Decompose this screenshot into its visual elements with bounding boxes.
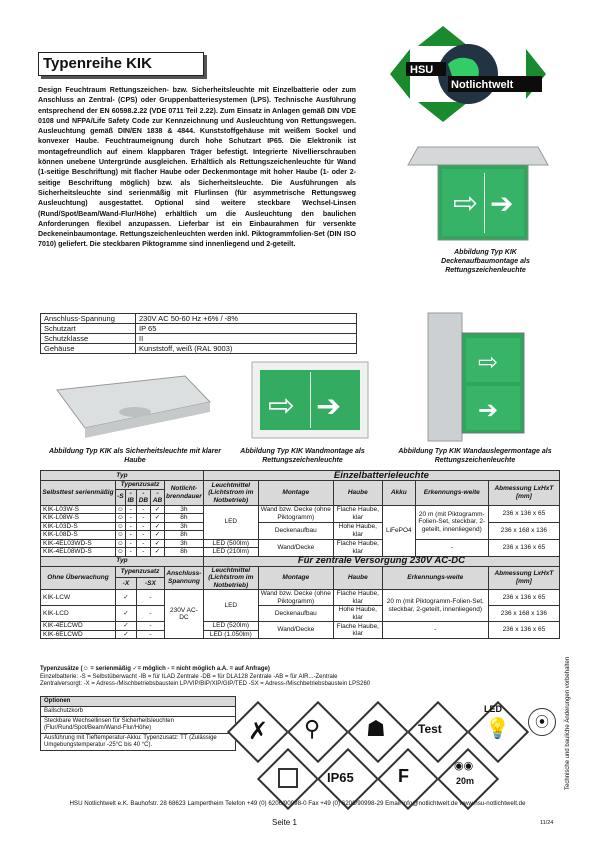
cell: - [125,514,136,523]
bulb-icon: 💡 [485,718,510,740]
cell: ☺ [117,505,124,513]
cell: - [136,622,164,631]
cell-erkennung: - [382,622,488,639]
svg-text:➔: ➔ [316,389,342,424]
col-leuchtmittel: Leuchtmittel (Lichtstrom im Notbetrieb) [203,481,258,506]
cell-montage: Wand bzw. Decke (ohne Piktogramm) [258,505,333,522]
page-number: 11/24 [540,820,554,826]
cell: - [125,548,136,557]
cell: - [136,531,150,540]
cell-haube: Flache Haube, klar [333,590,382,606]
logo-notlichtwelt: Notlichtwelt [451,79,514,91]
cell-led: LED (210lm) [203,548,258,557]
option-item: Steckbare Wechsellinsen für Sicherheitsleuchten (Flur/Rund/Spot/Beam/Wand-Flur/Höhe) [41,717,236,734]
cell: 3h [165,522,204,531]
col-s: -S [116,489,126,505]
test-label: Test [418,722,442,736]
spec-table [40,313,357,354]
cell-led: LED (520lm) [203,622,258,631]
cell-erkennung: - [415,539,488,556]
cell: ✓ [116,630,137,639]
ceiling-fixture-image [398,135,558,245]
f-label: F [398,766,409,786]
col-abmessung: Abmessung LxHxT [mm] [488,481,559,506]
cell-led: LED [203,505,258,539]
table-row: KIK-L03D-S [41,522,116,531]
cell: - [125,522,136,531]
x-mark-icon: ✗ [248,718,269,745]
cell: ✓ [150,548,164,557]
cell: - [136,630,164,639]
option-item: Ausführung mit Tieftemperatur-Akku: Typenzusatz: TT (Zulässige Umgebungstemperatur -25°C bis 40 °C). [41,734,236,751]
cell-led: LED (1.050lm) [203,630,258,639]
col-erkennung: Erkennungs-weite [415,481,488,506]
spec-value: II [136,334,357,344]
side-note: Technische und bauliche Änderungen vorbehalten [565,656,571,790]
table-row: KIK-L08W-S [41,514,116,523]
cell-montage: Deckenaufbau [258,606,333,622]
col-montage: Montage [258,481,333,506]
cell: 8h [165,531,204,540]
cell-abmessung: 236 x 168 x 136 [488,606,559,622]
page-title: Typenreihe KIK [38,52,204,76]
table-row: KIK-6ELCWD [41,630,116,639]
cell: - [136,606,164,622]
legend [40,666,560,689]
owl-glyph-icon: ☗ [366,716,386,741]
caption-safety: Abbildung Typ KIK als Sicherheitsleuchte mit klarer Haube [48,448,222,464]
spec-value: IP 65 [136,324,357,334]
options-table [40,696,236,751]
table-row: KIK-4ELCWD [41,622,116,631]
col-typenzusatz: Typenzusatz [116,481,165,490]
typ-header: Typ [41,556,204,566]
cell-abmessung: 236 x 136 x 65 [488,539,559,556]
col-montage: Montage [258,566,333,590]
eye-icon: ◉◉ [454,760,474,772]
spec-value: 230V AC 50-60 Hz +6% / -8% [136,314,357,324]
product-table [40,470,560,639]
typ-header: Typ [41,471,204,481]
caption-bracket: Abbildung Typ KIK Wandauslegermontage als Rettungszeichenleuchte [398,448,552,464]
legend-line: Zentralversorgt: -X = Adress-/Mischbetriebsbaustein LP/VIP/BIP/XIP/GIP/TED -SX = Adress-/Mischbetriebsbaustein LPS260 [40,681,371,687]
cell: ☺ [117,548,124,555]
col-leuchtmittel: Leuchtmittel (Lichtstrom im Notbetrieb) [203,566,258,590]
bracket-fixture-image [418,308,538,448]
cell: ✓ [150,505,164,514]
legend-line: Typenzusätze (☺ = serienmäßig ✓= möglich - = nicht möglich a.A. = auf Anfrage) [40,666,270,672]
cell-haube: Hohe Haube, klar [333,606,382,622]
col-x: -X [116,578,137,590]
caption-wall: Abbildung Typ KIK Wandmontage als Rettungszeichenleuchte [240,448,365,464]
svg-text:➔: ➔ [490,187,514,220]
cell-akku: LiFePO4 [382,505,415,556]
col-anschluss: Anschluss-Spannung [165,566,204,590]
col-sx: -SX [136,578,164,590]
spec-label: Anschluss-Spannung [41,314,136,324]
table-row: KIK-L03W-S [41,505,116,514]
svg-text:⇨: ⇨ [453,186,479,221]
cell: ✓ [116,622,137,631]
cell: ✓ [150,531,164,540]
cell: - [125,505,136,514]
legend-line: Einzelbatterie: -S = Selbstüberwacht -IB = für ILAD Zentrale -DB = für DLA128 Zentrale -AB = für AIR...-Zentrale [40,673,338,680]
cell: - [136,514,150,523]
svg-text:➔: ➔ [478,396,499,424]
table-row: KIK-L08D-S [41,531,116,540]
cell: 3h [165,539,204,548]
table-row: KIK-4EL03WD-S [41,539,116,548]
col-selbsttest: Selbsttest serienmäßig [41,481,116,506]
cell-montage: Wand bzw. Decke (ohne Piktogramm) [258,590,333,606]
svg-text:⇨: ⇨ [478,348,499,376]
footer-contact: HSU Notlichtwelt e.K. Bauhofstr. 28 68623 Lampertheim Telefon +49 (0) 6206/90998-0 Fax +49 (0) 6206/90998-29 Email info@notlichtwelt.de www.hsu-notlichtwelt.de [69,800,526,807]
cell: ✓ [150,539,164,548]
spec-label: Schutzklasse [41,334,136,344]
cell-abmessung: 236 x 168 x 136 [488,522,559,539]
cell: - [136,505,150,514]
safety-fixture-image [45,370,220,440]
cell: - [125,539,136,548]
cell: 3h [165,505,204,514]
cell: ✓ [116,590,137,606]
logo-hsu: HSU [410,64,434,76]
section-zentral: Für zentrale Versorgung 230V AC-DC [203,556,559,566]
cell: 8h [165,514,204,523]
col-ab: -AB [150,489,164,505]
cell: ☺ [117,531,124,538]
cell: - [125,531,136,540]
spec-value: Kunststoff, weiß (RAL 9003) [136,344,357,354]
col-db: -DB [136,489,150,505]
cell: - [136,590,164,606]
cell-montage: Deckenaufbau [258,522,333,539]
wireless-icon: ⦿ [528,708,556,736]
section-einzelbatterie: Einzelbatterieleuchte [203,471,559,481]
cell: - [136,522,150,531]
cell-abmessung: 236 x 136 x 65 [488,590,559,606]
cell: ✓ [116,606,137,622]
page-label: Seite 1 [272,818,297,827]
cell: 8h [165,548,204,557]
cell-abmessung: 236 x 136 x 65 [488,505,559,522]
cell: ☺ [117,514,124,521]
cell-haube: Flache Haube, klar [333,505,382,522]
spec-label: Gehäuse [41,344,136,354]
cell-haube: Flache Haube, klar [333,622,382,639]
led-label: LED [484,704,502,714]
cell: ☺ [117,539,124,547]
cell-haube: Flache Haube, klar [333,539,382,556]
cell: - [136,548,150,557]
col-akku: Akku [382,481,415,506]
spec-label: Schutzart [41,324,136,334]
square-icon [278,768,298,788]
col-abmessung: Abmessung LxHxT [mm] [488,566,559,590]
options-title: Optionen [41,697,236,707]
binocular-glyph-icon: ⚲ [304,716,321,741]
cell-montage: Wand/Decke [258,622,333,639]
ip65-label: IP65 [327,770,354,785]
cell-abmessung: 236 x 136 x 65 [488,622,559,639]
table-row: KIK-LCW [41,590,116,606]
table-row: KIK-LCD [41,606,116,622]
cell: ✓ [150,514,164,523]
distance-label: 20m [456,776,475,786]
col-typenzusatz: Typenzusatz [116,566,165,578]
col-ib: -IB [125,489,136,505]
cell-led: LED [203,590,258,622]
cell-volt: 230V AC-DC [165,590,204,639]
col-haube: Haube [333,481,382,506]
col-notlicht: Notlicht-brenndauer [165,481,204,506]
cell-erkennung: 20 m (mit Piktogramm-Folien-Set, steckbar, 2-geteilt, innenliegend) [382,590,488,622]
cell-montage: Wand/Decke [258,539,333,556]
cell-led: LED (500lm) [203,539,258,548]
caption-ceiling: Abbildung Typ KIK Deckenaufbaumontage als Rettungszeichenleuchte [441,249,530,274]
cell: - [136,539,150,548]
hsu-logo [388,24,548,124]
svg-text:⇨: ⇨ [268,386,295,424]
wall-fixture-image [250,360,370,440]
intro-text: Design Feuchtraum Rettungszeichen- bzw. Sicherheitsleuchte mit Einzelbatterie oder zum Anschluss an Zentral- (CPS) oder Gruppenbatteriesystemen (LPS). Technische Ausführung entsprechend der EN 60598.2.22 (VDE 0711 Teil 2.22). Zum Einsatz in Anlagen gemäß DIN VDE 0108 und NFPA/Life Safety Code zur Kennzeichnung und Ausleuchtung von Rettungswegen. Ausleuchtung gemäß DIN/EN 1838 & 4844. Kunststoffgehäuse mit weißem Sockel und konvexer Haube. Feuchtraumeignung durch hohe Schutzart IP65. Die Elektronik ist montagefreundlich auf einem klappbaren Träger befestigt. Integrierte Nivellierschrauben können unebene Untergründe ausgleichen. Erhältlich als Rettungszeichenleuchte für Wand (1-seitige Beschriftung) mit flacher Haube oder Deckenmontage mit hoher Haube (1- oder 2-seitige Beschriftung möglich) bzw. als Sicherheitsleuchte. Die Ausführungen als Sicherheitsleuchte sind serienmäßig mit Flurlinsen (für asymmetrische Rettungsweg Ausleuchtung) ausgestattet. Optional sind weitere steckbare Wechsel-Linsen (Rund/Spot/Beam/Wand-Flur/Höhe) erhältlich um die Ausleuchtung den baulichen Anforderungen flexibel anzupassen. Lieferbar ist ein Einbaurahmen für versenkte Deckeneinbaumontage. Rettungszeichenleuchten werden inkl. Piktogrammfolien-Set (DIN ISO 7010) geliefert. Die steckbaren Piktogramme sind innenliegend und 2-geteilt. [38,86,356,249]
col-ohne: Ohne Überwachung [41,566,116,590]
cell-haube: Hohe Haube, klar [333,522,382,539]
cell: ✓ [150,522,164,531]
cell-erkennung: 20 m (mit Piktogramm-Folien-Set, steckbar, 2-geteilt, innenliegend) [415,505,488,539]
option-item: Ballschutzkorb [41,707,236,717]
cell: ☺ [117,522,124,530]
col-haube: Haube [333,566,382,590]
col-erkennung: Erkennungs-weite [382,566,488,590]
table-row: KIK-4EL08WD-S [41,548,116,557]
